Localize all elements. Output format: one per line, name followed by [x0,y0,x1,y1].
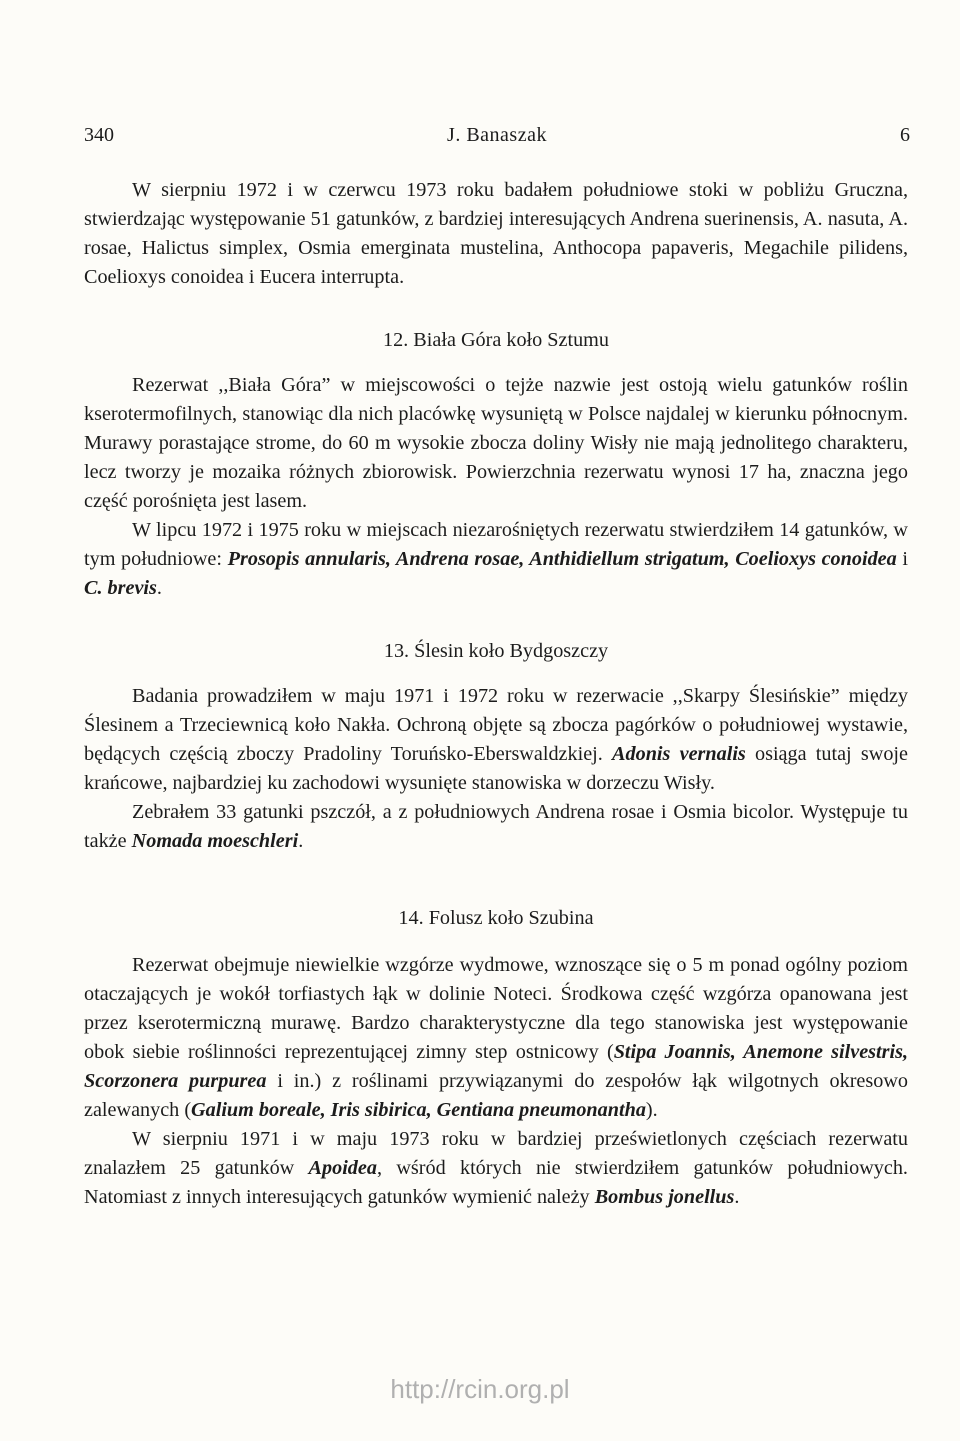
text-run: Rezerwat ,,Biała Góra” w miejscowości o tejże nazwie jest ostoją wielu gatunków roślin kserotermofilnych, stanowiąc dla nich placówkę wysuniętą w Polsce najdalej w kierunku północnym. Murawy porastające strome, do 60 m wysokie zbocza doliny Wisły nie mają jednolitego charakteru, lecz tworzy je mozaika różnych zbiorowisk. Powierzchnia rezerwatu wynosi 17 ha, znaczna jego część porośnięta jest lasem. [84,374,908,512]
text-run: i [896,548,908,570]
taxon-name: Stipa Joannis, Anemone silvestris, Scorzonera purpurea [84,1041,908,1092]
taxon-name: Eucera interrupta [259,266,400,288]
text-run: W sierpniu 1971 i w maju 1973 roku w bardziej prześwietlonych częściach rezerwatu znalazłem 25 gatunków [84,1128,908,1179]
text-run: . [156,577,162,599]
text-run: i in.) z roślinami przywiązanymi do zespołów łąk wilgotnych okresowo zalewanych ( [84,1070,909,1121]
taxon-name: Andrena suerinensis, A. nasuta, A. rosae, Halictus simplex, Osmia emerginata mustelina, Anthocopa papaveris, Megachile pilidens, Coelioxys conoidea [84,208,908,288]
running-author: J. Banaszak [447,124,547,146]
article-body [84,176,908,1212]
text-run: . [298,830,304,852]
intro-paragraph [84,176,908,292]
text-run: . [399,266,405,288]
section-heading-13: 13. Ślesin koło Bydgoszczy [383,640,609,662]
taxon-name: C. brevis [84,577,157,599]
taxon-name: Prosopis annularis, Andrena rosae, Anthidiellum strigatum, Coelioxys conoidea [227,548,897,570]
section-12-paragraph-1 [84,371,908,516]
section-14-paragraph-2 [84,1125,908,1212]
text-run: i [654,801,674,823]
text-run: . [734,1186,740,1208]
text-run: osiąga tutaj swoje krańcowe, najbardziej ku zachodowi wysunięte stanowiska w dorzeczu Wisły. [84,743,908,794]
taxon-name: Galium boreale, Iris sibirica, Gentiana pneumonantha [191,1099,646,1121]
taxon-name: Andrena rosae [535,801,655,823]
page-number: 340 [84,124,114,146]
page-header [84,124,910,154]
section-heading-14: 14. Folusz koło Szubina [398,907,594,929]
text-run: Rezerwat obejmuje niewielkie wzgórze wydmowe, wznoszące się o 5 m ponad ogólny poziom otaczających je wokół torfiastych łąk w dolinie Noteci. Środkowa część wzgórza opanowana jest przez kserotermiczną murawę. Bardzo charakterystyczne dla tego stanowiska jest występowanie obok siebie roślinności reprezentującej zimny step ostnicowy ( [84,954,908,1063]
text-run: Badania prowadziłem w maju 1971 i 1972 roku w rezerwacie ,,Skarpy Ślesińskie” między Ślesinem a Trzeciewnicą koło Nakła. Ochroną objęte są zbocza pagórków o południowej wystawie, będących częścią zboczy Pradoliny Toruńsko-Eberswaldzkiej. [84,685,908,765]
text-run: , wśród których nie stwierdziłem gatunków południowych. Natomiast z innych interesujących gatunków wymienić należy [84,1157,908,1208]
text-run: W lipcu 1972 i 1975 roku w miejscach niezarośniętych rezerwatu stwierdziłem 14 gatunków, w tym południowe: [84,519,908,570]
text-run: Zebrałem 33 gatunki pszczół, a z południowych [132,801,536,823]
chapter-number: 6 [900,124,910,146]
taxon-name: Bombus jonellus [594,1186,735,1208]
text-run: . Występuje tu także [84,801,908,852]
text-run: ). [645,1099,658,1121]
taxon-name: Osmia bicolor [673,801,789,823]
taxon-name: Adonis vernalis [612,743,746,765]
taxon-name: Apoidea [308,1157,377,1179]
section-12-paragraph-2 [84,516,908,603]
section-13-paragraph-2 [84,798,908,856]
taxon-name: Nomada moeschleri [131,830,299,852]
section-14-paragraph-1 [84,951,908,1125]
source-url: http://rcin.org.pl [390,1374,570,1404]
section-13-paragraph-1 [84,682,908,798]
section-heading-12: 12. Biała Góra koło Sztumu [383,329,609,351]
text-run: W sierpniu 1972 i w czerwcu 1973 roku badałem południowe stoki w pobliżu Gruczna, stwierdzając występowanie 51 gatunków, z bardziej interesujących [84,179,908,230]
text-run: i [243,266,260,288]
